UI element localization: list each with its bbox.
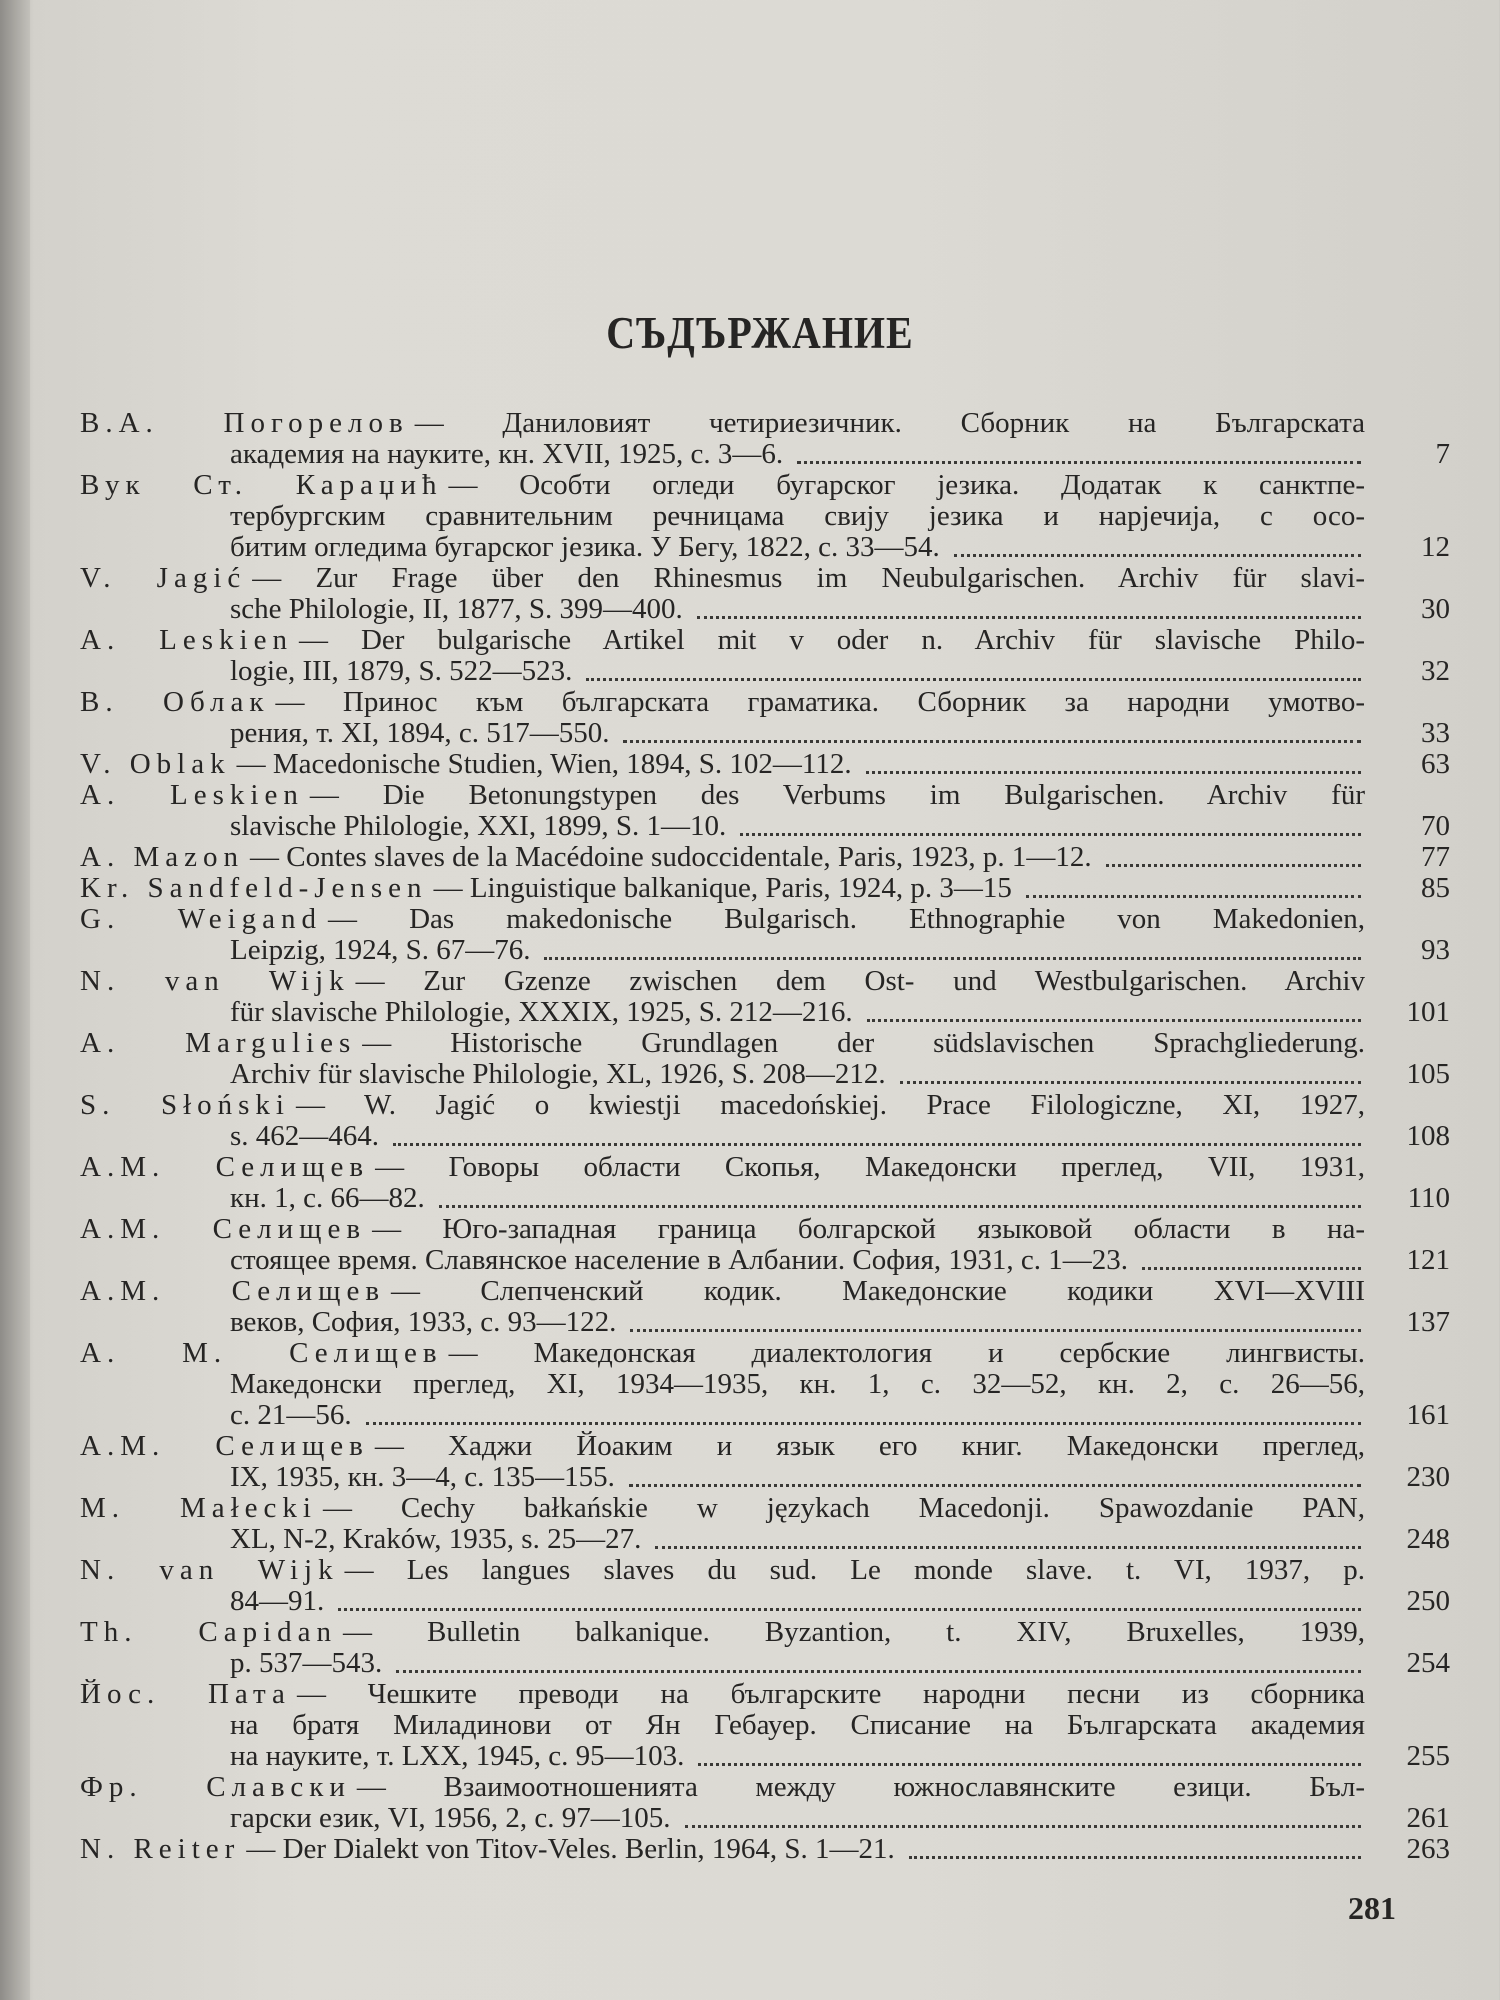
toc-entry-line xyxy=(80,656,1365,687)
toc-entry xyxy=(80,1834,1450,1865)
entry-author: N. van Wijk xyxy=(80,966,350,997)
toc-entry-line xyxy=(80,811,1365,842)
entry-title-text: IX, 1935, кн. 3—4, с. 135—155. xyxy=(230,1462,615,1493)
dot-leader xyxy=(630,1307,1361,1332)
toc-entry-line xyxy=(80,1090,1365,1121)
toc-entry-line xyxy=(80,501,1365,532)
entry-author: Йос. Пата xyxy=(80,1679,291,1710)
entry-author: A. Margulies xyxy=(80,1028,357,1059)
toc-entry-line xyxy=(80,439,1365,470)
entry-author: А.М. Селищев xyxy=(80,1152,370,1183)
entry-page-number: 255 xyxy=(1406,1740,1450,1772)
entry-title-text: — Особти огледи бугарског језика. Додатак к санктпе- xyxy=(448,470,1365,501)
table-of-contents xyxy=(80,408,1450,1865)
toc-entry-line xyxy=(80,1741,1365,1772)
entry-page-number: 101 xyxy=(1406,996,1450,1028)
toc-entry-line xyxy=(80,1338,1365,1369)
entry-title-text: p. 537—543. xyxy=(230,1648,383,1679)
toc-entry-line xyxy=(80,1400,1365,1431)
toc-entry xyxy=(80,1028,1450,1090)
toc-entry-line xyxy=(80,1555,1365,1586)
entry-title-text: на братя Миладинови от Ян Гебауер. Списание на Българската академия xyxy=(230,1710,1365,1741)
entry-title-text: für slavische Philologie, XXXIX, 1925, S. 212—216. xyxy=(230,997,853,1028)
toc-entry-line xyxy=(80,780,1365,811)
dot-leader xyxy=(629,1462,1361,1487)
entry-title-text: — Cechy bałkańskie w językach Macedonji. Spawozdanie PAN, xyxy=(322,1493,1365,1524)
toc-entry-line xyxy=(80,1772,1365,1803)
toc-entry-line xyxy=(80,1214,1365,1245)
toc-entry-line xyxy=(80,842,1365,873)
entry-author: A. Mazon xyxy=(80,842,244,873)
toc-entry xyxy=(80,873,1450,904)
entry-page-number: 248 xyxy=(1406,1523,1450,1555)
dot-leader xyxy=(740,811,1361,836)
dot-leader xyxy=(866,749,1361,774)
entry-page-number: 85 xyxy=(1421,872,1450,904)
entry-page-number: 105 xyxy=(1406,1058,1450,1090)
entry-title-text: — Юго-западная граница болгарской языковой области в на- xyxy=(372,1214,1365,1245)
toc-entry-line xyxy=(80,1183,1365,1214)
entry-title-text: slavische Philologie, XXI, 1899, S. 1—10. xyxy=(230,811,727,842)
entry-title-text: веков, София, 1933, с. 93—122. xyxy=(230,1307,617,1338)
toc-entry-line xyxy=(80,1431,1365,1462)
toc-entry-line xyxy=(80,749,1365,780)
entry-title-text: Македонски преглед, XI, 1934—1935, кн. 1, с. 32—52, кн. 2, с. 26—56, xyxy=(230,1369,1365,1400)
dot-leader xyxy=(954,532,1361,557)
entry-page-number: 12 xyxy=(1421,531,1450,563)
toc-entry xyxy=(80,1431,1450,1493)
toc-entry xyxy=(80,749,1450,780)
toc-entry-line xyxy=(80,966,1365,997)
entry-page-number: 7 xyxy=(1435,438,1450,470)
dot-leader xyxy=(698,1741,1361,1766)
entry-author: A. Leskien xyxy=(80,780,304,811)
toc-entry-line xyxy=(80,935,1365,966)
toc-entry xyxy=(80,842,1450,873)
toc-entry-line xyxy=(80,1834,1365,1865)
toc-entry xyxy=(80,470,1450,563)
page-edge-shadow xyxy=(0,0,30,2000)
entry-author: A. Leskien xyxy=(80,625,293,656)
toc-entry-line xyxy=(80,1059,1365,1090)
dot-leader xyxy=(697,594,1361,619)
entry-author: V. Oblak xyxy=(80,749,231,780)
entry-page-number: 250 xyxy=(1406,1585,1450,1617)
entry-page-number: 137 xyxy=(1406,1306,1450,1338)
entry-title-text: — Zur Frage über den Rhinesmus im Neubulgarischen. Archiv für slavi- xyxy=(252,563,1365,594)
entry-author: А. М. Селищев xyxy=(80,1338,443,1369)
entry-author: Вук Ст. Караџић xyxy=(80,470,443,501)
entry-author: В.А. Погорелов xyxy=(80,408,409,439)
entry-title-text: — Хаджи Йоаким и язык его книг. Македонски преглед, xyxy=(374,1431,1365,1462)
entry-title-text: академия на науките, кн. XVII, 1925, с. 3—6. xyxy=(230,439,784,470)
entry-title-text: — Der Dialekt von Titov-Veles. Berlin, 1964, S. 1—21. xyxy=(246,1834,895,1865)
entry-title-text: рения, т. XI, 1894, с. 517—550. xyxy=(230,718,610,749)
dot-leader xyxy=(366,1400,1361,1425)
toc-entry-line xyxy=(80,1586,1365,1617)
entry-page-number: 63 xyxy=(1421,748,1450,780)
entry-author: N. Reiter xyxy=(80,1834,241,1865)
toc-entry-line xyxy=(80,1028,1365,1059)
toc-entry-line xyxy=(80,1617,1365,1648)
entry-author: Th. Capidan xyxy=(80,1617,338,1648)
toc-entry-line xyxy=(80,1307,1365,1338)
entry-title-text: — Der bulgarische Artikel mit v oder n. Archiv für slavische Philo- xyxy=(299,625,1365,656)
entry-page-number: 33 xyxy=(1421,717,1450,749)
entry-title-text: — Linguistique balkanique, Paris, 1924, p. 3—15 xyxy=(433,873,1012,904)
entry-title-text: — Die Betonungstypen des Verbums im Bulgarischen. Archiv für xyxy=(309,780,1365,811)
toc-entry-line xyxy=(80,1276,1365,1307)
entry-author: V. Jagić xyxy=(80,563,247,594)
toc-entry-line xyxy=(80,1245,1365,1276)
toc-entry-line xyxy=(80,594,1365,625)
entry-author: N. van Wijk xyxy=(80,1555,339,1586)
dot-leader xyxy=(1026,873,1361,898)
dot-leader xyxy=(655,1524,1361,1549)
toc-entry xyxy=(80,1555,1450,1617)
entry-title-text: стоящее время. Славянское население в Албании. София, 1931, с. 1—23. xyxy=(230,1245,1128,1276)
toc-entry xyxy=(80,1276,1450,1338)
toc-entry xyxy=(80,687,1450,749)
toc-entry-line xyxy=(80,718,1365,749)
entry-title-text: — Слепченский кодик. Македонские кодики XVI—XVIII xyxy=(391,1276,1365,1307)
entry-title-text: 84—91. xyxy=(230,1586,325,1617)
entry-title-text: битим огледима бугарског језика. У Бегу, 1822, с. 33—54. xyxy=(230,532,940,563)
dot-leader xyxy=(867,997,1361,1022)
entry-author: А.М. Селищев xyxy=(80,1214,367,1245)
entry-author: А.М. Селищев xyxy=(80,1431,369,1462)
entry-title-text: Leipzig, 1924, S. 67—76. xyxy=(230,935,531,966)
entry-page-number: 121 xyxy=(1406,1244,1450,1276)
toc-entry-line xyxy=(80,625,1365,656)
toc-entry-line xyxy=(80,532,1365,563)
toc-entry-line xyxy=(80,1121,1365,1152)
entry-title-text: — Взаимоотношенията между южнославянските езици. Бъл- xyxy=(356,1772,1365,1803)
entry-title-text: — Принос към българската граматика. Сборник за народни умотво- xyxy=(275,687,1365,718)
toc-entry-line xyxy=(80,408,1365,439)
entry-page-number: 161 xyxy=(1406,1399,1450,1431)
entry-title-text: на науките, т. LXX, 1945, с. 95—103. xyxy=(230,1741,685,1772)
toc-entry xyxy=(80,408,1450,470)
entry-page-number: 261 xyxy=(1406,1802,1450,1834)
entry-title-text: sche Philologie, II, 1877, S. 399—400. xyxy=(230,594,683,625)
dot-leader xyxy=(393,1121,1361,1146)
toc-entry-line xyxy=(80,687,1365,718)
entry-title-text: гарски език, VI, 1956, 2, с. 97—105. xyxy=(230,1803,671,1834)
toc-entry-line xyxy=(80,470,1365,501)
dot-leader xyxy=(797,439,1361,464)
toc-entry-line xyxy=(80,1710,1365,1741)
toc-entry xyxy=(80,1214,1450,1276)
entry-title-text: — Historische Grundlagen der südslavischen Sprachgliederung. xyxy=(362,1028,1365,1059)
entry-title-text: logie, III, 1879, S. 522—523. xyxy=(230,656,573,687)
entry-author: Фр. Славски xyxy=(80,1772,351,1803)
entry-page-number: 32 xyxy=(1421,655,1450,687)
toc-entry xyxy=(80,1679,1450,1772)
toc-entry-line xyxy=(80,1679,1365,1710)
entry-page-number: 93 xyxy=(1421,934,1450,966)
entry-title-text: — Macedonische Studien, Wien, 1894, S. 102—112. xyxy=(236,749,852,780)
toc-entry xyxy=(80,1772,1450,1834)
entry-title-text: кн. 1, с. 66—82. xyxy=(230,1183,425,1214)
entry-author: А.М. Селищев xyxy=(80,1276,386,1307)
toc-entry-line xyxy=(80,1369,1365,1400)
entry-title-text: — Чешките преводи на българските народни песни из сборника xyxy=(296,1679,1365,1710)
toc-entry xyxy=(80,1617,1450,1679)
entry-title-text: — Македонская диалектология и сербские лингвисты. xyxy=(448,1338,1365,1369)
dot-leader xyxy=(909,1834,1361,1859)
entry-title-text: — Говоры области Скопья, Македонски преглед, VII, 1931, xyxy=(375,1152,1365,1183)
dot-leader xyxy=(623,718,1361,743)
toc-entry-line xyxy=(80,1524,1365,1555)
entry-title-text: — Bulletin balkanique. Byzantion, t. XIV, Bruxelles, 1939, xyxy=(343,1617,1365,1648)
toc-entry xyxy=(80,1338,1450,1431)
entry-title-text: s. 462—464. xyxy=(230,1121,380,1152)
toc-entry-line xyxy=(80,563,1365,594)
toc-entry xyxy=(80,966,1450,1028)
entry-author: G. Weigand xyxy=(80,904,323,935)
entry-title-text: — Das makedonische Bulgarisch. Ethnographie von Makedonien, xyxy=(328,904,1365,935)
entry-title-text: — Zur Gzenze zwischen dem Ost- und Westbulgarischen. Archiv xyxy=(355,966,1365,997)
toc-entry-line xyxy=(80,904,1365,935)
entry-author: M. Małecki xyxy=(80,1493,317,1524)
dot-leader xyxy=(1106,842,1361,867)
entry-page-number: 30 xyxy=(1421,593,1450,625)
entry-page-number: 263 xyxy=(1406,1833,1450,1865)
entry-title-text: — Les langues slaves du sud. Le monde slave. t. VI, 1937, p. xyxy=(344,1555,1365,1586)
entry-page-number: 230 xyxy=(1406,1461,1450,1493)
entry-author: В. Облак xyxy=(80,687,270,718)
toc-entry xyxy=(80,780,1450,842)
entry-title-text: — Contes slaves de la Macédoine sudoccidentale, Paris, 1923, p. 1—12. xyxy=(249,842,1092,873)
page-number: 281 xyxy=(1348,1890,1396,1926)
dot-leader xyxy=(439,1183,1361,1208)
entry-page-number: 108 xyxy=(1406,1120,1450,1152)
toc-entry-line xyxy=(80,1462,1365,1493)
toc-entry xyxy=(80,1152,1450,1214)
toc-entry xyxy=(80,904,1450,966)
toc-entry-line xyxy=(80,1493,1365,1524)
dot-leader xyxy=(544,935,1361,960)
toc-entry-line xyxy=(80,1152,1365,1183)
entry-title-text: с. 21—56. xyxy=(230,1400,352,1431)
toc-entry-line xyxy=(80,1648,1365,1679)
toc-entry-line xyxy=(80,1803,1365,1834)
entry-title-text: Archiv für slavische Philologie, XL, 1926, S. 208—212. xyxy=(230,1059,886,1090)
dot-leader xyxy=(1142,1245,1361,1270)
toc-entry-line xyxy=(80,997,1365,1028)
entry-title-text: XL, N-2, Kraków, 1935, s. 25—27. xyxy=(230,1524,642,1555)
entry-page-number: 77 xyxy=(1421,841,1450,873)
toc-entry xyxy=(80,1493,1450,1555)
toc-entry xyxy=(80,625,1450,687)
entry-title-text: — Даниловият четириезичник. Сборник на Българската xyxy=(414,408,1365,439)
entry-title-text: — W. Jagić o kwiestji macedońskiej. Prace Filologiczne, XI, 1927, xyxy=(296,1090,1365,1121)
dot-leader xyxy=(685,1803,1361,1828)
toc-entry xyxy=(80,1090,1450,1152)
toc-entry-line xyxy=(80,873,1365,904)
entry-author: Kr. Sandfeld-Jensen xyxy=(80,873,428,904)
dot-leader xyxy=(338,1586,1361,1611)
entry-title-text: тербургским сравнительним речницама свију језика и нарјечија, с осо- xyxy=(230,501,1365,532)
dot-leader xyxy=(900,1059,1361,1084)
dot-leader xyxy=(586,656,1361,681)
entry-author: S. Słoński xyxy=(80,1090,290,1121)
entry-page-number: 110 xyxy=(1407,1182,1450,1214)
page-title: СЪДЪРЖАНИЕ xyxy=(606,306,914,359)
dot-leader xyxy=(396,1648,1361,1673)
entry-page-number: 254 xyxy=(1406,1647,1450,1679)
entry-page-number: 70 xyxy=(1421,810,1450,842)
toc-entry xyxy=(80,563,1450,625)
